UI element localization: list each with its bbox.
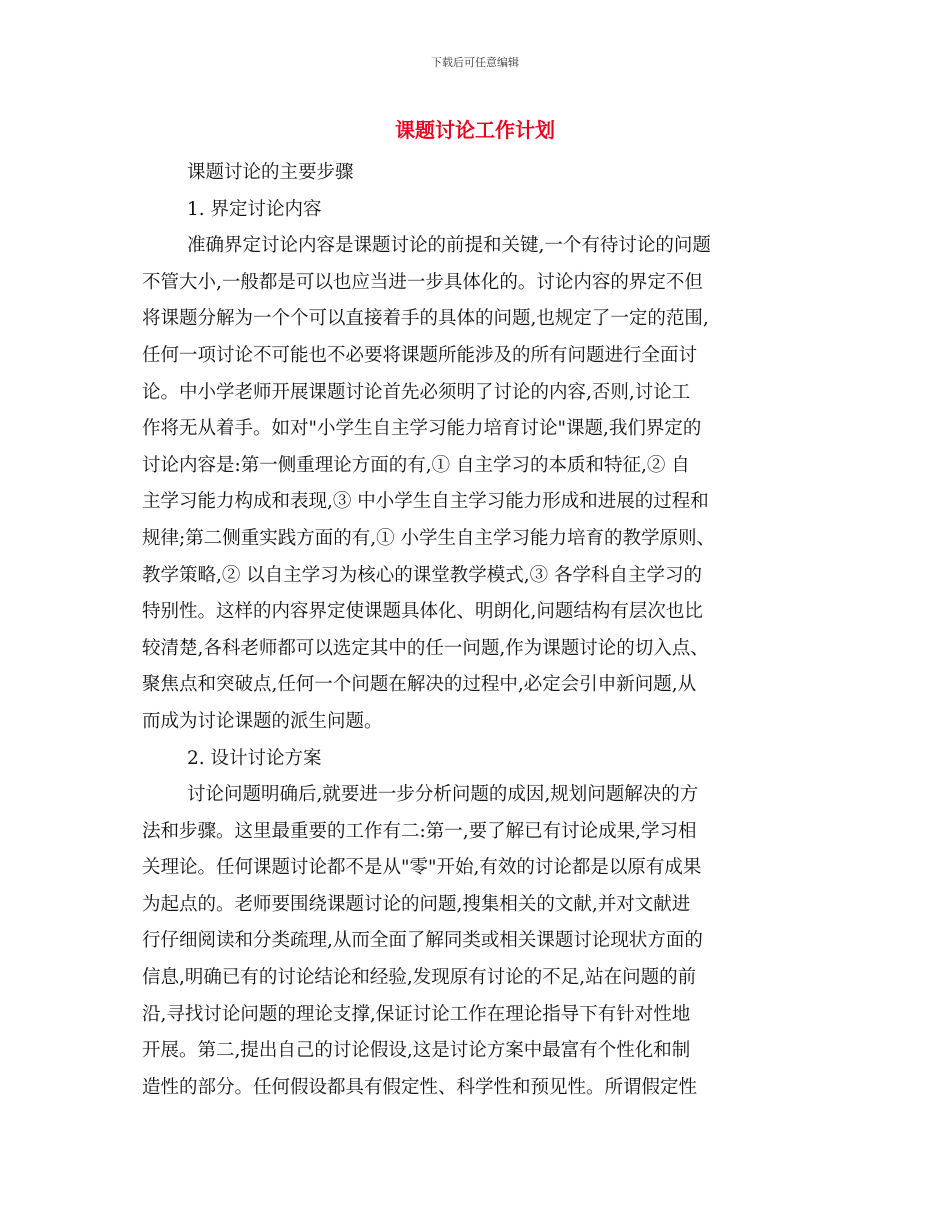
text-line: 论。中小学老师开展课题讨论首先必须明了讨论的内容,否则,讨论工 <box>142 381 691 403</box>
text-line: 关理论。任何课题讨论都不是从"零"开始,有效的讨论都是以原有成果 <box>142 857 702 879</box>
text-line: 主学习能力构成和表现,③ 中小学生自主学习能力形成和进展的过程和 <box>142 491 709 513</box>
document-body <box>142 155 812 1106</box>
text-line: 聚焦点和突破点,任何一个问题在解决的过程中,必定会引申新问题,从 <box>142 674 697 696</box>
text-line: 法和步骤。这里最重要的工作有二:第一,要了解已有讨论成果,学习相 <box>142 820 697 842</box>
text-line: 讨论内容是:第一侧重理论方面的有,① 自主学习的本质和特征,② 自 <box>142 454 690 476</box>
text-line: 作将无从着手。如对"小学生自主学习能力培育讨论"课题,我们界定的 <box>142 418 702 440</box>
text-line: 信息,明确已有的讨论结论和经验,发现原有讨论的不足,站在问题的前 <box>142 967 697 989</box>
text-line: 1. 界定讨论内容 <box>187 198 322 220</box>
text-line: 特别性。这样的内容界定使课题具体化、明朗化,问题结构有层次也比 <box>142 601 703 623</box>
text-line: 准确界定讨论内容是课题讨论的前提和关键,一个有待讨论的问题 <box>187 235 711 257</box>
text-line: 沿,寻找讨论问题的理论支撑,保证讨论工作在理论指导下有针对性地 <box>142 1003 691 1025</box>
text-line: 2. 设计讨论方案 <box>187 747 322 769</box>
text-line: 较清楚,各科老师都可以选定其中的任一问题,作为课题讨论的切入点、 <box>142 637 709 659</box>
text-line: 行仔细阅读和分类疏理,从而全面了解同类或相关课题讨论现状方面的 <box>142 930 703 952</box>
text-line: 规律;第二侧重实践方面的有,① 小学生自主学习能力培育的教学原则、 <box>142 527 715 549</box>
text-line: 造性的部分。任何假设都具有假定性、科学性和预见性。所谓假定性 <box>142 1076 698 1098</box>
text-line: 不管大小,一般都是可以也应当进一步具体化的。讨论内容的界定不但 <box>142 271 703 293</box>
text-line: 而成为讨论课题的派生问题。 <box>142 710 383 732</box>
text-line: 教学策略,② 以自主学习为核心的课堂教学模式,③ 各学科自主学习的 <box>142 564 703 586</box>
header-note: 下载后可任意编辑 <box>431 56 519 69</box>
document-title: 课题讨论工作计划 <box>395 118 555 142</box>
text-line: 开展。第二,提出自己的讨论假设,这是讨论方案中最富有个性化和制 <box>142 1040 691 1062</box>
text-line: 任何一项讨论不可能也不必要将课题所能涉及的所有问题进行全面讨 <box>142 344 698 366</box>
text-line: 将课题分解为一个个可以直接着手的具体的问题,也规定了一定的范围, <box>142 308 709 330</box>
text-line: 讨论问题明确后,就要进一步分析问题的成因,规划问题解决的方 <box>187 784 699 806</box>
text-line: 为起点的。老师要围绕课题讨论的问题,搜集相关的文献,并对文献进 <box>142 893 691 915</box>
text-line: 课题讨论的主要步骤 <box>187 162 354 183</box>
